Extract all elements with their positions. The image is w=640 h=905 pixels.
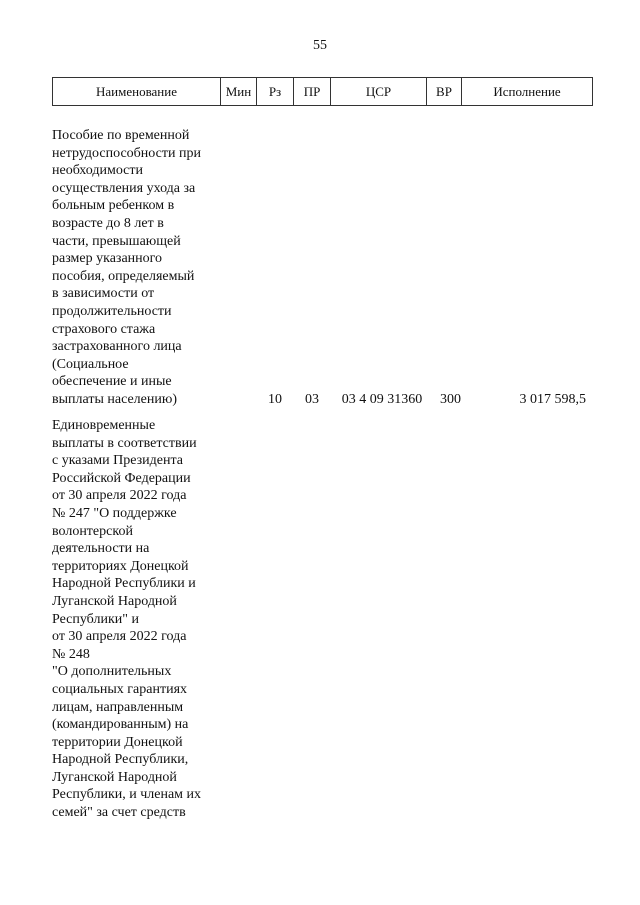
- name-line: волонтерской: [52, 523, 133, 539]
- name-line: части, превышающей: [52, 233, 181, 249]
- rz-cell: 10: [268, 392, 282, 407]
- amount-cell: 3 017 598,5: [519, 392, 586, 407]
- name-line: (командированным) на: [52, 717, 189, 733]
- column-header-min: Мин: [221, 78, 257, 106]
- csr-cell: 03 4 09 31360: [341, 392, 423, 407]
- name-line: территории Донецкой: [52, 734, 183, 750]
- name-line: (Социальное: [52, 356, 129, 372]
- name-line: лицам, направленным: [52, 699, 184, 715]
- name-line: выплаты населению): [52, 391, 177, 407]
- name-line: от 30 апреля 2022 года: [52, 488, 187, 504]
- name-line: пособия, определяемый: [52, 268, 195, 284]
- row-name: [52, 417, 227, 822]
- column-header-csr: ЦСР: [331, 78, 427, 106]
- column-header-rz: Рз: [257, 78, 294, 106]
- name-line: осуществления ухода за: [52, 180, 196, 196]
- name-line: Республики, и членам их: [52, 787, 202, 803]
- name-line: в зависимости от: [52, 286, 155, 302]
- name-line: Народной Республики и: [52, 576, 196, 592]
- name-line: Народной Республики,: [52, 752, 189, 768]
- name-line: Пособие по временной: [52, 128, 190, 143]
- vr-cell: 300: [440, 392, 461, 407]
- name-line: нетрудоспособности при: [52, 145, 201, 161]
- column-header-name: Наименование: [53, 78, 221, 106]
- name-line: Луганской Народной: [52, 769, 177, 785]
- name-line: от 30 апреля 2022 года: [52, 629, 187, 645]
- name-line: "О дополнительных: [52, 664, 172, 680]
- name-line: деятельности на: [52, 541, 150, 557]
- name-line: Республики" и: [52, 611, 139, 627]
- name-line: больным ребенком в: [52, 198, 175, 214]
- name-line: обеспечение и иные: [52, 374, 172, 390]
- name-line: Российской Федерации: [52, 470, 191, 486]
- pr-cell: 03: [305, 392, 319, 407]
- column-header-vr: ВР: [427, 78, 462, 106]
- column-header-pr: ПР: [294, 78, 331, 106]
- name-line: Луганской Народной: [52, 593, 177, 609]
- name-line: необходимости: [52, 163, 144, 179]
- name-line: семей" за счет средств: [52, 805, 186, 821]
- name-line: социальных гарантиях: [52, 681, 188, 697]
- column-header-amount: Исполнение: [462, 78, 593, 106]
- row-name: [52, 127, 227, 409]
- budget-table-header: [52, 77, 593, 106]
- page-number: 55: [313, 38, 327, 53]
- name-line: № 247 "О поддержке: [52, 505, 177, 521]
- name-line: с указами Президента: [52, 453, 183, 469]
- name-line: размер указанного: [52, 251, 163, 267]
- name-line: территориях Донецкой: [52, 558, 189, 574]
- name-line: № 248: [52, 646, 90, 662]
- name-line: застрахованного лица: [52, 339, 182, 355]
- name-line: Единовременные: [52, 418, 156, 433]
- name-line: страхового стажа: [52, 321, 156, 337]
- name-line: продолжительности: [52, 303, 172, 319]
- name-line: возрасте до 8 лет в: [52, 215, 164, 231]
- name-line: выплаты в соответствии: [52, 435, 197, 451]
